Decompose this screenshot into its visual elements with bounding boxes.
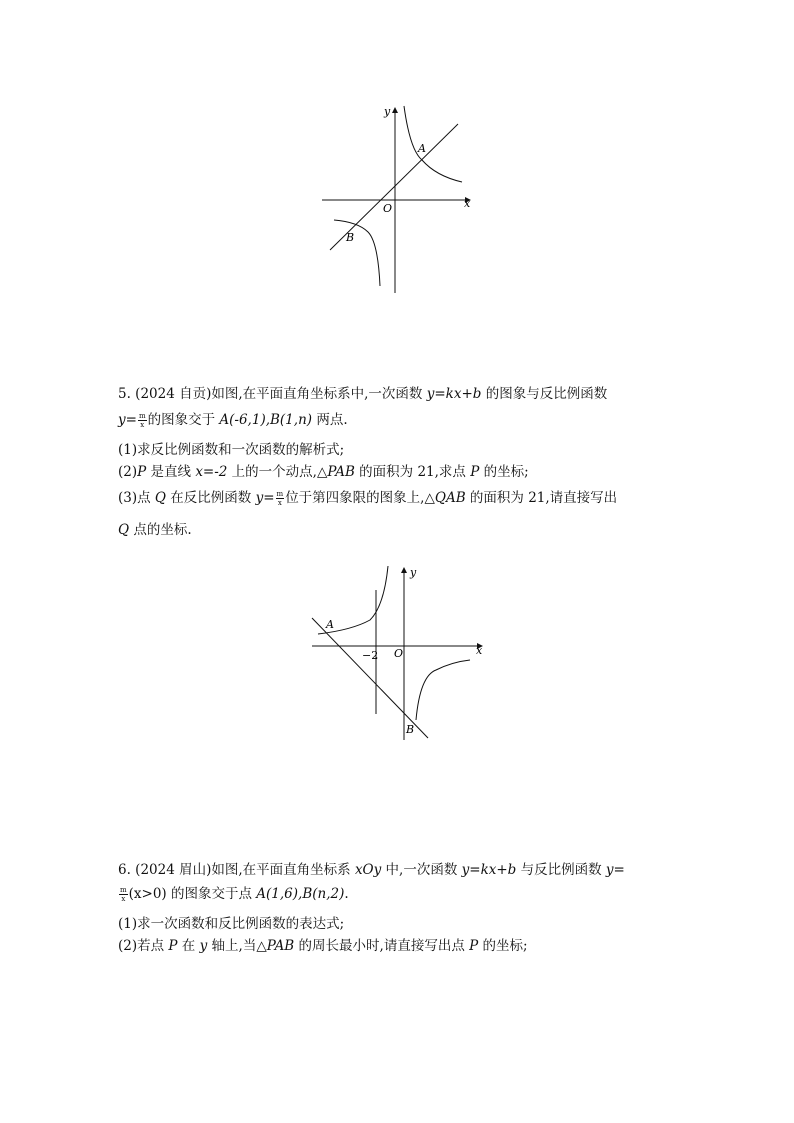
point-b-label: B — [346, 231, 355, 244]
y-axis-label: y — [410, 566, 417, 579]
hyperbola-branch-q3 — [334, 220, 380, 286]
linear-function-line — [312, 618, 428, 738]
figure-1 — [318, 100, 478, 296]
point-b-label: B — [406, 723, 415, 736]
y-axis-label: y — [384, 105, 391, 118]
problem-5-line-1: 5. (2024 自贡)如图,在平面直角坐标系中,一次函数 y=kx+b 的图象与反比例函数 — [118, 386, 608, 402]
problem-5-q3-cont: Q 点的坐标. — [118, 522, 192, 538]
graph-1 — [318, 100, 478, 296]
fraction-m-over-x: $\frac{m}{x}$ — [276, 490, 284, 507]
problem-6-line-2: $\frac{m}{x}$ (x>0) 的图象交于点 A(1,6),B(n,2). — [120, 886, 349, 903]
origin-label: O — [394, 647, 404, 660]
point-a-label: A — [418, 142, 426, 155]
problem-5 — [118, 384, 688, 540]
fraction-m-over-x: $\frac{m}{x}$ — [138, 412, 146, 429]
x-axis-label: x — [476, 644, 483, 657]
problem-5-q1: (1)求反比例函数和一次函数的解析式; — [118, 442, 345, 458]
figure-2 — [306, 562, 492, 742]
x-axis-label: x — [464, 197, 471, 210]
point-a-label: A — [326, 618, 334, 631]
problem-5-q2: (2)P 是直线 x=-2 上的一个动点,△PAB 的面积为 21,求点 P 的坐标; — [118, 464, 529, 480]
problem-5-q3: (3)点 Q 在反比例函数 y= $\frac{m}{x}$ 位于第四象限的图象上,△QAB 的面积为 21,请直接写出 — [118, 490, 618, 507]
fraction-m-over-x: $\frac{m}{x}$ — [120, 886, 127, 903]
hyperbola-branch-q1 — [404, 106, 462, 182]
problem-6 — [118, 860, 688, 956]
problem-6-q1: (1)求一次函数和反比例函数的表达式; — [118, 916, 345, 932]
origin-label: O — [383, 202, 393, 215]
problem-6-line-1: 6. (2024 眉山)如图,在平面直角坐标系 xOy 中,一次函数 y=kx+b 与反比例函数 y= — [118, 862, 625, 878]
graph-2 — [306, 562, 492, 742]
tick-label-neg2: −2 — [362, 649, 379, 662]
problem-6-q2: (2)若点 P 在 y 轴上,当△PAB 的周长最小时,请直接写出点 P 的坐标; — [118, 938, 528, 954]
problem-5-line-2: y= $\frac{m}{x}$ 的图象交于 A(-6,1),B(1,n) 两点. — [118, 412, 348, 429]
hyperbola-branch-q4 — [416, 660, 470, 720]
